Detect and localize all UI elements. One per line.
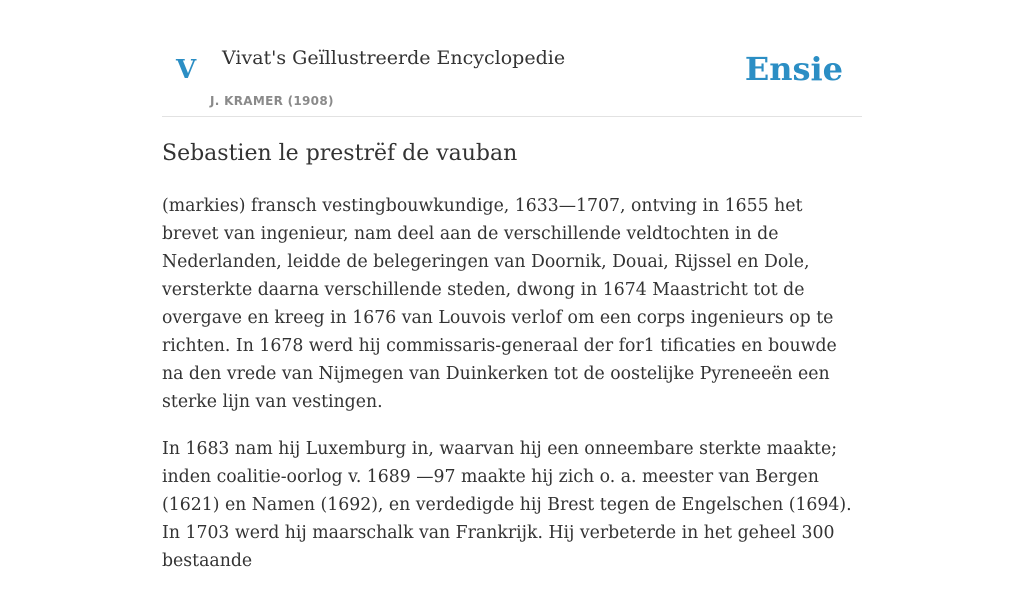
work-title[interactable]: Vivat's Geïllustreerde Encyclopedie: [222, 47, 566, 69]
article-paragraph: In 1683 nam hij Luxemburg in, waarvan hij een onneembare sterkte maakte; inden coalitie-oorlog v. 1689 —97 maakte hij zich o. a. meester van Bergen (1621) en Namen (1692), en verdedigde hij Brest tegen de Engelschen (1694). In 1703 werd hij maarschalk van Frankrijk. Hij verbeterde in het geheel 300 bestaande: [162, 439, 852, 571]
source-header: [162, 0, 862, 117]
source-logo[interactable]: V: [176, 55, 197, 85]
work-author-year: J. KRAMER (1908): [210, 94, 334, 108]
article-title: Sebastien le prestrëf de vauban: [162, 141, 518, 166]
article-body: [162, 192, 862, 594]
article-paragraph: (markies) fransch vestingbouwkundige, 1633—1707, ontving in 1655 het brevet van ingenieur, nam deel aan de verschillende veldtochten in de Nederlanden, leidde de belegeringen van Doornik, Douai, Rijssel en Dole, versterkte daarna verschillende steden, dwong in 1674 Maastricht tot de overgave en kreeg in 1676 van Louvois verlof om een corps ingenieurs op te richten. In 1678 werd hij commissaris-generaal der for1 tificaties en bouwde na den vrede van Nijmegen van Duinkerken tot de oostelijke Pyreneeën een sterke lijn van vestingen.: [162, 196, 837, 412]
ensie-logo-link[interactable]: Ensie: [744, 50, 843, 88]
page: [162, 0, 862, 571]
